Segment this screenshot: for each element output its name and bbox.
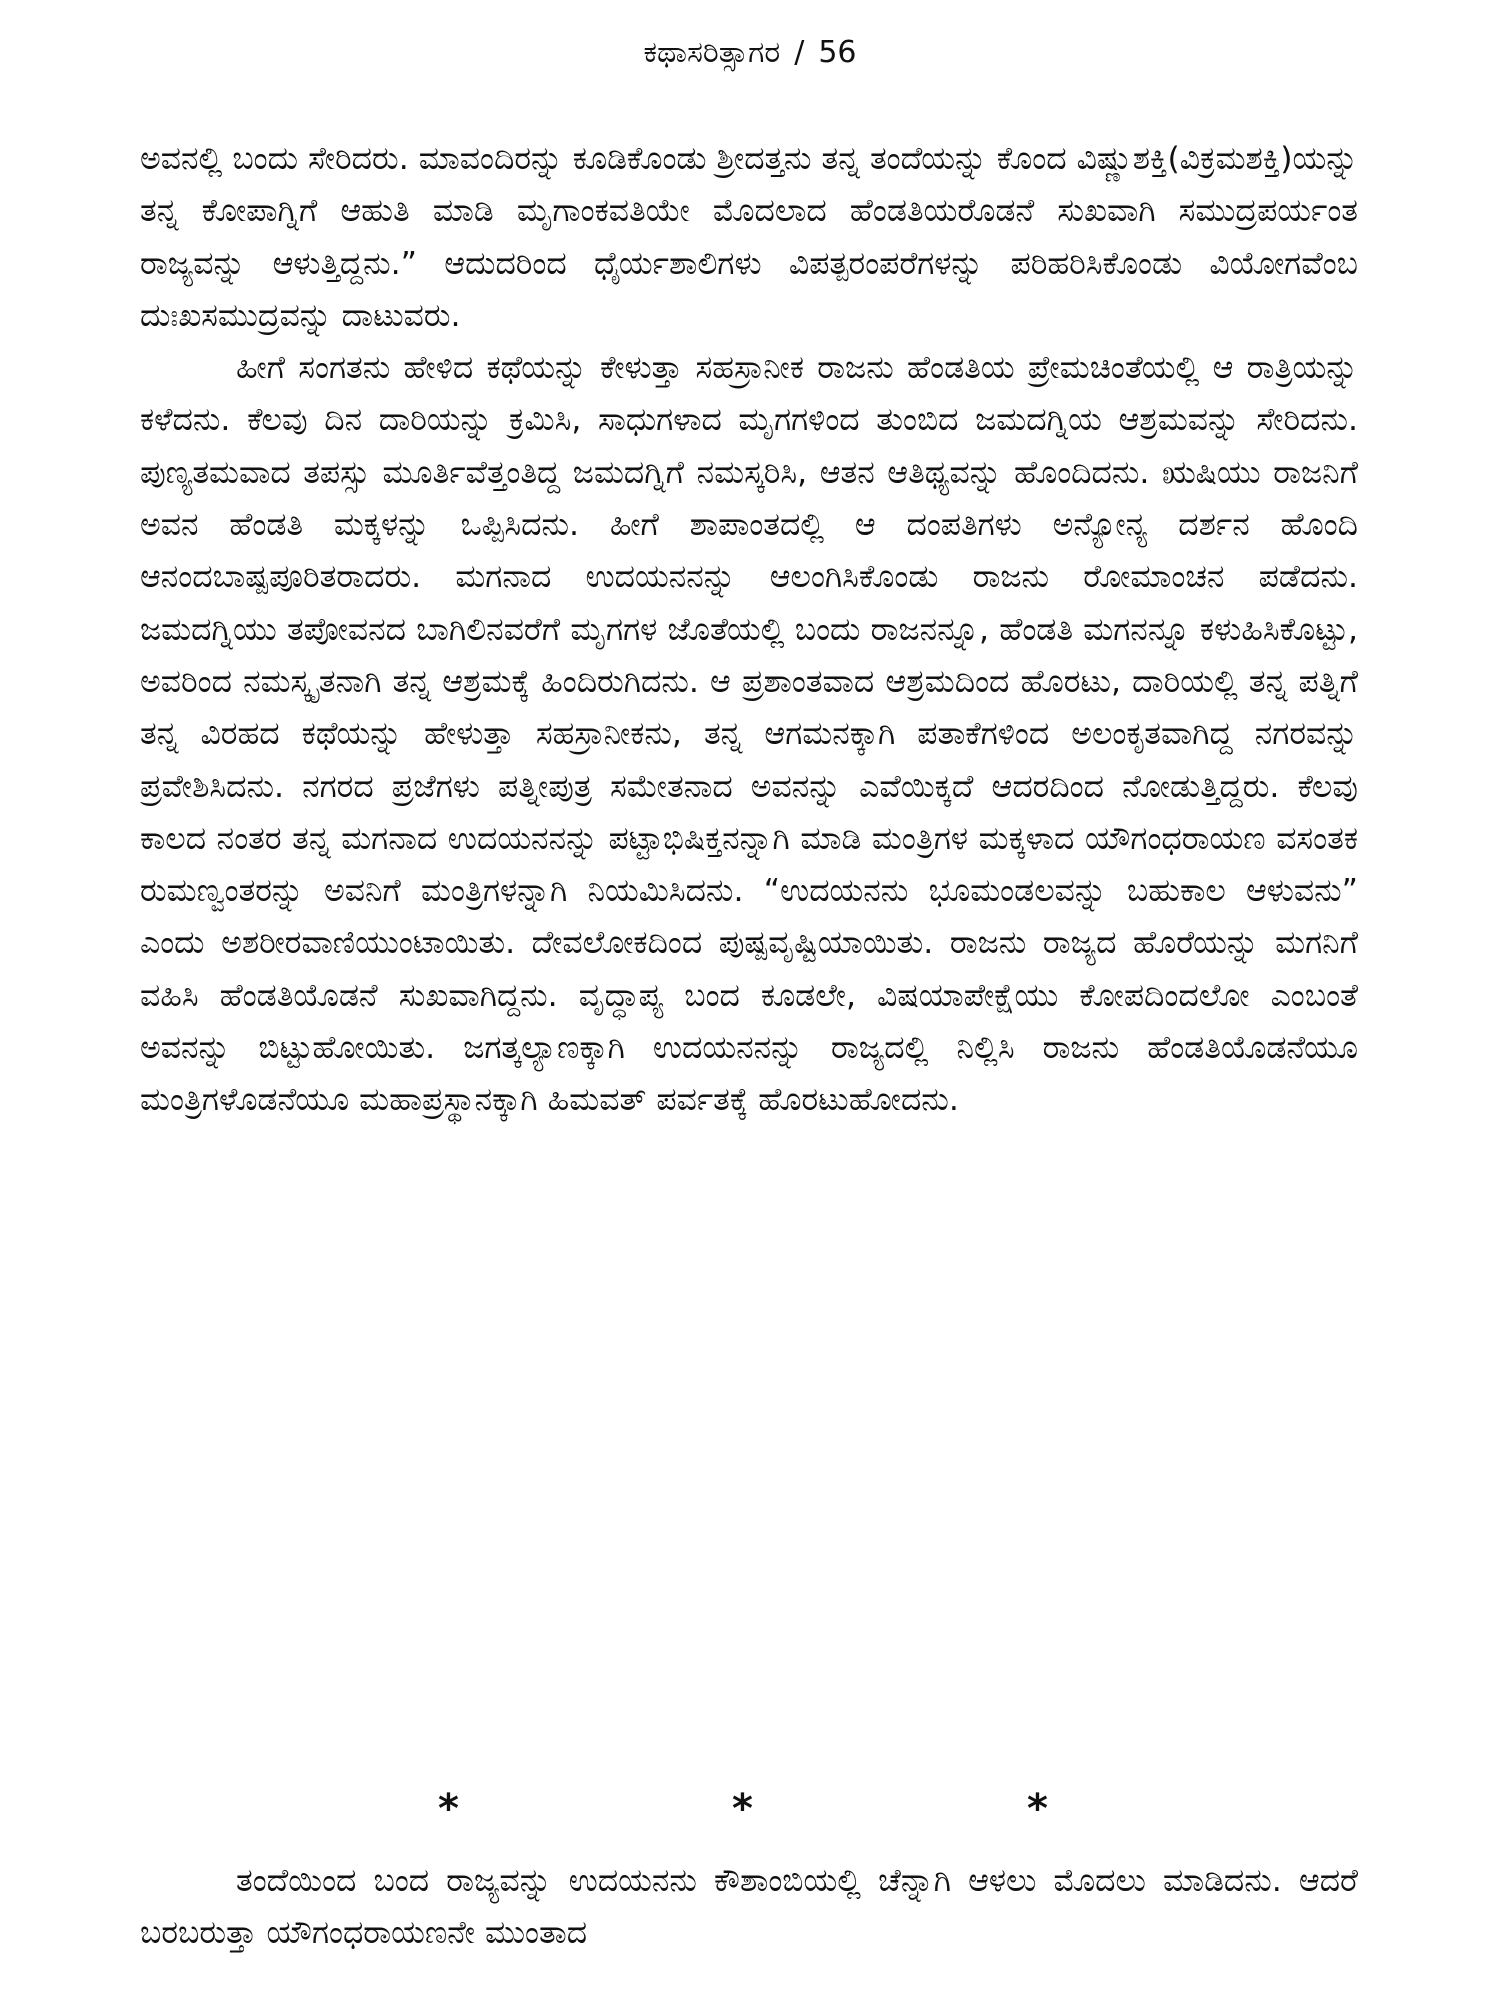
paragraph-next-section: ತಂದೆಯಿಂದ ಬಂದ ರಾಜ್ಯವನ್ನು ಉದಯನನು ಕೌಶಾಂಬಿಯಲ್ಲಿ ಚೆನ್ನಾಗಿ ಆಳಲು ಮೊದಲು ಮಾಡಿದನು. ಆದರೆ ಬರಬರುತ್ತಾ ಯೌಗಂಧರಾಯಣನೇ ಮುಂತಾದ [140, 1863, 1358, 1952]
section-star: * [438, 1786, 459, 1832]
main-text [140, 133, 1358, 1127]
paragraph-story: ಹೀಗೆ ಸಂಗತನು ಹೇಳಿದ ಕಥೆಯನ್ನು ಕೇಳುತ್ತಾ ಸಹಸ್ರಾನೀಕ ರಾಜನು ಹೆಂಡತಿಯ ಪ್ರೇಮಚಿಂತೆಯಲ್ಲಿ ಆ ರಾತ್ರಿಯನ್ನು ಕಳೆದನು. ಕೆಲವು ದಿನ ದಾರಿಯನ್ನು ಕ್ರಮಿಸಿ, ಸಾಧುಗಳಾದ ಮೃಗಗಳಿಂದ ತುಂಬಿದ ಜಮದಗ್ನಿಯ ಆಶ್ರಮವನ್ನು ಸೇರಿದನು. ಪುಣ್ಯತಮವಾದ ತಪಸ್ಸು ಮೂರ್ತಿವೆತ್ತಂತಿದ್ದ ಜಮದಗ್ನಿಗೆ ನಮಸ್ಕರಿಸಿ, ಆತನ ಆತಿಥ್ಯವನ್ನು ಹೊಂದಿದನು. ಋಷಿಯು ರಾಜನಿಗೆ ಅವನ ಹೆಂಡತಿ ಮಕ್ಕಳನ್ನು ಒಪ್ಪಿಸಿದನು. ಹೀಗೆ ಶಾಪಾಂತದಲ್ಲಿ ಆ ದಂಪತಿಗಳು ಅನ್ಯೋನ್ಯ ದರ್ಶನ ಹೊಂದಿ ಆನಂದಬಾಷ್ಪಪೂರಿತರಾದರು. ಮಗನಾದ ಉದಯನನನ್ನು ಆಲಂಗಿಸಿಕೊಂಡು ರಾಜನು ರೋಮಾಂಚನ ಪಡೆದನು. ಜಮದಗ್ನಿಯು ತಪೋವನದ ಬಾಗಿಲಿನವರೆಗೆ ಮೃಗಗಳ ಜೊತೆಯಲ್ಲಿ ಬಂದು ರಾಜನನ್ನೂ, ಹೆಂಡತಿ ಮಗನನ್ನೂ ಕಳುಹಿಸಿಕೊಟ್ಟು, ಅವರಿಂದ ನಮಸ್ಕೃತನಾಗಿ ತನ್ನ ಆಶ್ರಮಕ್ಕೆ ಹಿಂದಿರುಗಿದನು. ಆ ಪ್ರಶಾಂತವಾದ ಆಶ್ರಮದಿಂದ ಹೊರಟು, ದಾರಿಯಲ್ಲಿ ತನ್ನ ಪತ್ನಿಗೆ ತನ್ನ ವಿರಹದ ಕಥೆಯನ್ನು ಹೇಳುತ್ತಾ ಸಹಸ್ರಾನೀಕನು, ತನ್ನ ಆಗಮನಕ್ಕಾಗಿ ಪತಾಕೆಗಳಿಂದ ಅಲಂಕೃತವಾಗಿದ್ದ ನಗರವನ್ನು ಪ್ರವೇಶಿಸಿದನು. ನಗರದ ಪ್ರಜೆಗಳು ಪತ್ನೀಪುತ್ರ ಸಮೇತನಾದ ಅವನನ್ನು ಎವೆಯಿಕ್ಕದೆ ಆದರದಿಂದ ನೋಡುತ್ತಿದ್ದರು. ಕೆಲವು ಕಾಲದ ನಂತರ ತನ್ನ ಮಗನಾದ ಉದಯನನನ್ನು ಪಟ್ಟಾಭಿಷಿಕ್ತನನ್ನಾಗಿ ಮಾಡಿ ಮಂತ್ರಿಗಳ ಮಕ್ಕಳಾದ ಯೌಗಂಧರಾಯಣ ವಸಂತಕ ರುಮಣ್ವಂತರನ್ನು ಅವನಿಗೆ ಮಂತ್ರಿಗಳನ್ನಾಗಿ ನಿಯಮಿಸಿದನು. “ಉದಯನನು ಭೂಮಂಡಲವನ್ನು ಬಹುಕಾಲ ಆಳುವನು” ಎಂದು ಅಶರೀರವಾಣಿಯುಂಟಾಯಿತು. ದೇವಲೋಕದಿಂದ ಪುಷ್ಪವೃಷ್ಟಿಯಾಯಿತು. ರಾಜನು ರಾಜ್ಯದ ಹೊರೆಯನ್ನು ಮಗನಿಗೆ ವಹಿಸಿ ಹೆಂಡತಿಯೊಡನೆ ಸುಖವಾಗಿದ್ದನು. ವೃದ್ಧಾಪ್ಯ ಬಂದ ಕೂಡಲೇ, ವಿಷಯಾಪೇಕ್ಷೆಯು ಕೋಪದಿಂದಲೋ ಎಂಬಂತೆ ಅವನನ್ನು ಬಿಟ್ಟುಹೋಯಿತು. ಜಗತ್ಕಲ್ಯಾಣಕ್ಕಾಗಿ ಉದಯನನನ್ನು ರಾಜ್ಯದಲ್ಲಿ ನಿಲ್ಲಿಸಿ ರಾಜನು ಹೆಂಡತಿಯೊಡನೆಯೂ ಮಂತ್ರಿಗಳೊಡನೆಯೂ ಮಹಾಪ್ರಸ್ಥಾನಕ್ಕಾಗಿ ಹಿಮವತ್ ಪರ್ವತಕ್ಕೆ ಹೊರಟುಹೋದನು. [140, 350, 1358, 1119]
section-star: * [732, 1786, 753, 1832]
header-separator: / [794, 35, 805, 70]
running-header [0, 30, 1500, 76]
paragraph-continuation: ಅವನಲ್ಲಿ ಬಂದು ಸೇರಿದರು. ಮಾವಂದಿರನ್ನು ಕೂಡಿಕೊಂಡು ಶ್ರೀದತ್ತನು ತನ್ನ ತಂದೆಯನ್ನು ಕೊಂದ ವಿಷ್ಣುಶಕ್ತಿ(ವಿಕ್ರಮಶಕ್ತಿ)ಯನ್ನು ತನ್ನ ಕೋಪಾಗ್ನಿಗೆ ಆಹುತಿ ಮಾಡಿ ಮೃಗಾಂಕವತಿಯೇ ಮೊದಲಾದ ಹೆಂಡತಿಯರೊಡನೆ ಸುಖವಾಗಿ ಸಮುದ್ರಪರ್ಯಂತ ರಾಜ್ಯವನ್ನು ಆಳುತ್ತಿದ್ದನು.” ಆದುದರಿಂದ ಧೈರ್ಯಶಾಲಿಗಳು ವಿಪತ್ಪರಂಪರೆಗಳನ್ನು ಪರಿಹರಿಸಿಕೊಂಡು ವಿಯೋಗವೆಂಬ ದುಃಖಸಮುದ್ರವನ್ನು ದಾಟುವರು. [140, 141, 1359, 334]
section-break [0, 1786, 1500, 1832]
next-section-text [140, 1855, 1358, 1960]
book-title: ಕಥಾಸರಿತ್ಸಾಗರ [643, 35, 781, 70]
section-star: * [1027, 1786, 1048, 1832]
page-number: 56 [818, 35, 857, 70]
